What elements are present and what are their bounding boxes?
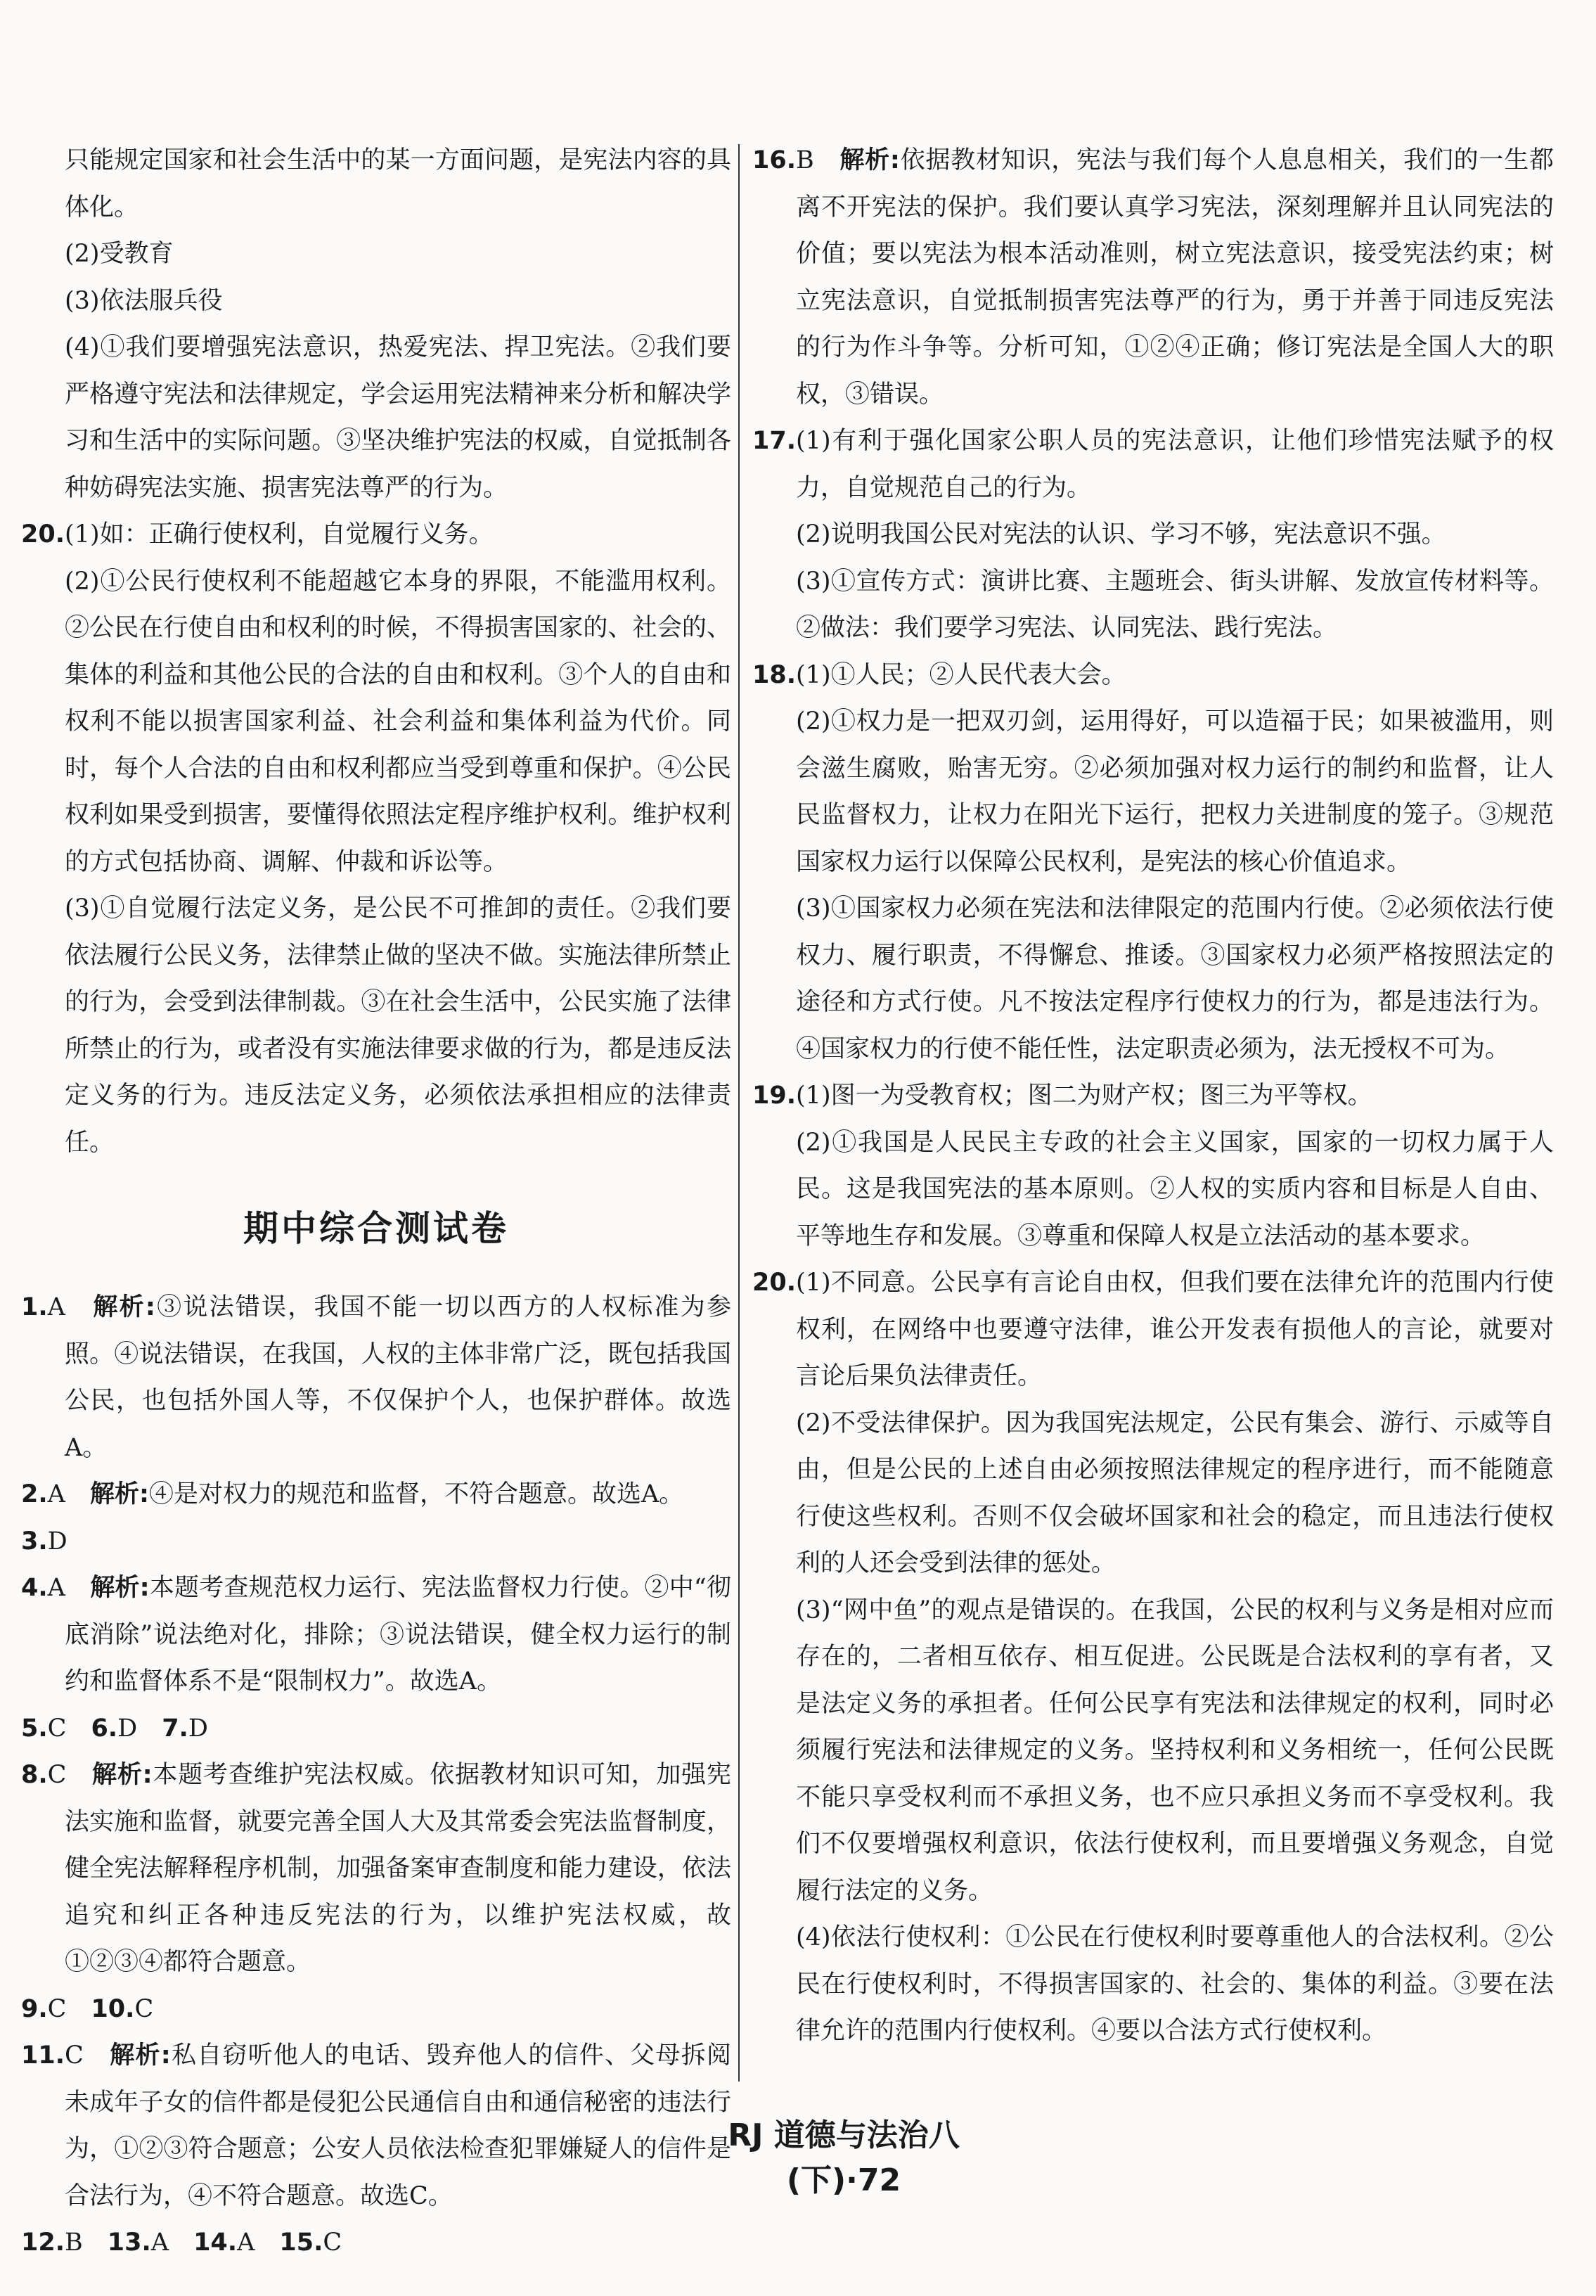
question-number: 20. — [21, 520, 65, 549]
choice: D — [188, 1714, 208, 1743]
page-footer: RJ 道德与法治八(下)·72 — [728, 2117, 960, 2198]
question-number: 13. — [107, 2228, 151, 2257]
answer-part: (3)①国家权力必须在宪法和法律限定的范围内行使。②必须依法行使权力、履行职责，不得懈怠、推诿。③国家权力必须严格按照法定的途径和方式行使。凡不按法定程序行使权力的行为，都是违法行为。④国家权力的行使不能任性，法定职责必须为，法无授权不可为。 — [796, 894, 1554, 1063]
answers-5-7 — [21, 1705, 731, 1752]
question-number: 1. — [21, 1293, 48, 1321]
answer-part: (3)①宣传方式：演讲比赛、主题班会、街头讲解、发放宣传材料等。②做法：我们要学习宪法、认同宪法、践行宪法。 — [796, 567, 1554, 642]
question-number: 8. — [21, 1761, 48, 1789]
choice: A — [47, 1480, 65, 1508]
analysis-label: 解析: — [93, 1293, 155, 1321]
answer-8 — [21, 1752, 731, 1986]
answer-part: (1)如：正确行使权利，自觉履行义务。 — [65, 520, 494, 549]
answer-part: (2)①公民行使权利不能超越它本身的界限，不能滥用权利。②公民在行使自由和权利的时候，不得损害国家的、社会的、集体的利益和其他公民的合法的自由和权利。③个人的自由和权利不能以损害国家利益、社会利益和集体利益为代价。同时，每个人合法的自由和权利都应当受到尊重和保护。④公民权利如果受到损害，要懂得依照法定程序维护权利。维护权利的方式包括协商、调解、仲裁和诉讼等。 — [65, 567, 731, 876]
analysis-text: 依据教材知识，宪法与我们每个人息息相关，我们的一生都离不开宪法的保护。我们要认真学习宪法，深刻理解并且认同宪法的价值；要以宪法为根本活动准则，树立宪法意识，接受宪法约束；树立宪法意识，自觉抵制损害宪法尊严的行为，勇于并善于同违反宪法的行为作斗争等。分析可知，①②④正确；修订宪法是全国人大的职权，③错误。 — [796, 146, 1554, 409]
answer-part: (2)①权力是一把双刃剑，运用得好，可以造福于民；如果被滥用，则会滋生腐败，贻害无穷。②必须加强对权力运行的制约和监督，让人民监督权力，让权力在阳光下运行，把权力关进制度的笼子。③规范国家权力运行以保障公民权利，是宪法的核心价值追求。 — [796, 707, 1554, 876]
choice: A — [47, 1293, 65, 1321]
answer-part: (1)有利于强化国家公职人员的宪法意识，让他们珍惜宪法赋予的权力，自觉规范自己的行为。 — [796, 427, 1554, 502]
question-number: 3. — [21, 1527, 48, 1556]
analysis-text: 私自窃听他人的电话、毁弃他人的信件、父母拆阅未成年子女的信件都是侵犯公民通信自由和通信秘密的违法行为，①②③符合题意；公安人员依法检查犯罪嫌疑人的信件是合法行为，④不符合题意。故选C。 — [65, 2041, 731, 2210]
question-20 — [21, 511, 731, 558]
choice: A — [237, 2228, 255, 2257]
question-number: 19. — [752, 1082, 797, 1110]
answer-part: (3)“网中鱼”的观点是错误的。在我国，公民的权利与义务是相对应而存在的，二者相互依存、相互促进。公民既是合法权利的享有者，又是法定义务的承担者。任何公民享有宪法和法律规定的权利，同时必须履行宪法和法律规定的义务。坚持权利和义务相统一，任何公民既不能只享受权利而不承担义务，也不应只承担义务而不享受权利。我们不仅要增强权利意识，依法行使权利，而且要增强义务观念，自觉履行法定的义务。 — [796, 1596, 1554, 1905]
analysis-label: 解析: — [110, 2041, 171, 2070]
question-number: 6. — [91, 1714, 118, 1743]
question-19 — [752, 1072, 1554, 1120]
column-divider — [738, 144, 740, 2082]
question-number: 20. — [752, 1269, 797, 1297]
question-number: 12. — [21, 2228, 65, 2257]
choice: B — [65, 2228, 83, 2257]
answer-part: (4)依法行使权利：①公民在行使权利时要尊重他人的合法权利。②公民在行使权利时，不得损害国家的、社会的、集体的利益。③要在法律允许的范围内行使权利。④要以合法方式行使权利。 — [796, 1923, 1554, 2045]
choice: D — [47, 1527, 67, 1556]
choice: C — [134, 1994, 154, 2023]
analysis-text: ③说法错误，我国不能一切以西方的人权标准为参照。④说法错误，在我国，人权的主体非常广泛，既包括我国公民，也包括外国人等，不仅保护个人，也保护群体。故选A。 — [65, 1293, 731, 1462]
question-number: 17. — [752, 427, 797, 455]
answer-part: (3)①自觉履行法定义务，是公民不可推卸的责任。②我们要依法履行公民义务，法律禁止做的坚决不做。实施法律所禁止的行为，会受到法律制裁。③在社会生活中，公民实施了法律所禁止的行为，或者没有实施法律要求做的行为，都是违反法定义务的行为。违反法定义务，必须依法承担相应的法律责任。 — [65, 894, 731, 1157]
question-number: 14. — [193, 2228, 238, 2257]
answer-2 — [21, 1471, 731, 1518]
answers-12-15 — [21, 2219, 731, 2266]
answer-part: (2)①我国是人民民主专政的社会主义国家，国家的一切权力属于人民。这是我国宪法的基本原则。②人权的实质内容和目标是人自由、平等地生存和发展。③尊重和保障人权是立法活动的基本要求。 — [796, 1128, 1554, 1250]
question-number: 15. — [279, 2228, 323, 2257]
question-number: 7. — [162, 1714, 188, 1743]
right-column — [752, 137, 1554, 2055]
question-number: 11. — [21, 2041, 65, 2070]
choice: C — [47, 1994, 67, 2023]
choice: A — [47, 1574, 65, 1602]
analysis-text: ④是对权力的规范和监督，不符合题意。故选A。 — [148, 1480, 684, 1508]
answers-9-10 — [21, 1986, 731, 2033]
question-number: 9. — [21, 1994, 48, 2023]
choice: C — [47, 1714, 67, 1743]
question-number: 2. — [21, 1480, 48, 1508]
choice: B — [796, 146, 814, 174]
answer-4 — [21, 1565, 731, 1705]
analysis-label: 解析: — [92, 1761, 153, 1789]
analysis-label: 解析: — [90, 1574, 150, 1602]
choice: A — [150, 2228, 169, 2257]
question-17 — [752, 418, 1554, 511]
analysis-label: 解析: — [839, 146, 900, 174]
question-number: 5. — [21, 1714, 48, 1743]
analysis-label: 解析: — [89, 1480, 149, 1508]
analysis-text: 本题考查维护宪法权威。依据教材知识可知，加强宪法实施和监督，就要完善全国人大及其常委会宪法监督制度，健全宪法解释程序机制，加强备案审查制度和能力建设，依法追究和纠正各种违反宪法的行为，以维护宪法权威，故①②③④都符合题意。 — [65, 1761, 731, 1976]
section-title: 期中综合测试卷 — [243, 1208, 509, 1249]
answer-3 — [21, 1518, 731, 1565]
answer-part: (1)①人民；②人民代表大会。 — [796, 660, 1126, 689]
answer-part: (2)不受法律保护。因为我国宪法规定，公民有集会、游行、示威等自由，但是公民的上述自由必须按照法律规定的程序进行，而不能随意行使这些权利。否则不仅会破坏国家和社会的稳定，而且违法行使权利的人还会受到法律的惩处。 — [796, 1409, 1554, 1577]
question-number: 18. — [752, 660, 797, 689]
answer-1 — [21, 1284, 731, 1471]
choice: D — [117, 1714, 138, 1743]
answer-part: (1)图一为受教育权；图二为财产权；图三为平等权。 — [796, 1082, 1372, 1110]
left-column — [21, 137, 731, 2266]
question-number: 4. — [21, 1574, 48, 1602]
answer-part: (1)不同意。公民享有言论自由权，但我们要在法律允许的范围内行使权利，在网络中也要遵守法律，谁公开发表有损他人的言论，就要对言论后果负法律责任。 — [796, 1269, 1554, 1390]
choice: C — [65, 2041, 84, 2070]
answer-part: (2)说明我国公民对宪法的认识、学习不够，宪法意识不强。 — [796, 520, 1446, 549]
continuation-text: 只能规定国家和社会生活中的某一方面问题，是宪法内容的具体化。 — [65, 146, 731, 222]
question-20-midterm — [752, 1259, 1554, 1400]
question-number: 16. — [752, 146, 797, 174]
choice: C — [323, 2228, 342, 2257]
choice: C — [47, 1761, 67, 1789]
continuation-text: (2)受教育 — [65, 240, 174, 268]
answer-16 — [752, 137, 1554, 418]
question-number: 10. — [91, 1994, 135, 2023]
question-18 — [752, 652, 1554, 699]
continuation-text: (3)依法服兵役 — [65, 286, 223, 315]
analysis-text: 本题考查规范权力运行、宪法监督权力行使。②中“彻底消除”说法绝对化，排除；③说法错误，健全权力运行的制约和监督体系不是“限制权力”。故选A。 — [65, 1574, 731, 1695]
answer-11 — [21, 2032, 731, 2219]
continuation-text: (4)①我们要增强宪法意识，热爱宪法、捍卫宪法。②我们要严格遵守宪法和法律规定，学会运用宪法精神来分析和解决学习和生活中的实际问题。③坚决维护宪法的权威，自觉抵制各种妨碍宪法实施、损害宪法尊严的行为。 — [65, 333, 731, 502]
